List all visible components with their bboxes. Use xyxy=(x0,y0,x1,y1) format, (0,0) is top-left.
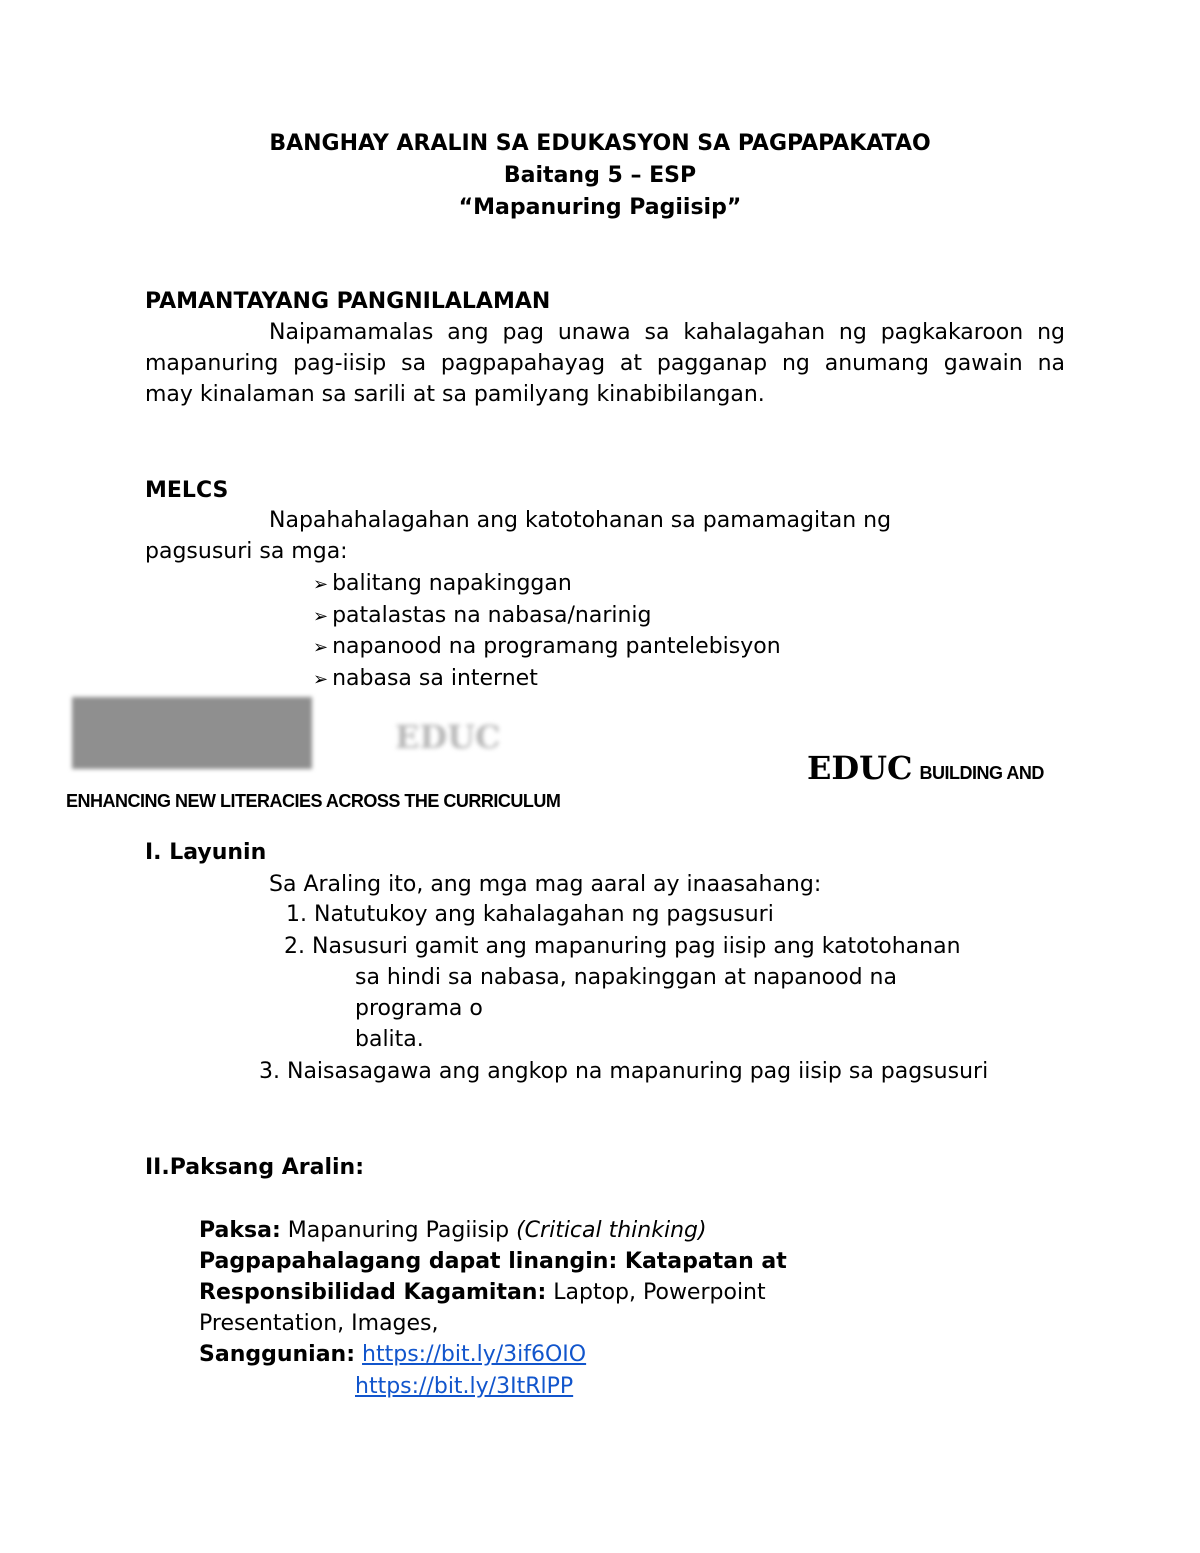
course-code-banner xyxy=(807,749,1044,787)
course-code: EDUC xyxy=(807,749,913,787)
values-line: Pagpapahalagang dapat linangin: Katapatan at xyxy=(199,1249,787,1274)
objective-item-2-cont: programa o xyxy=(355,996,483,1021)
melcs-bullet-item: ➢ balitang napakinggan xyxy=(313,571,572,596)
lesson-topic: “Mapanuring Pagiisip” xyxy=(458,195,742,220)
materials-label: Responsibilidad Kagamitan: xyxy=(199,1280,547,1305)
materials-value: Laptop, Powerpoint xyxy=(546,1280,766,1305)
objective-item-2-cont: balita. xyxy=(355,1027,424,1052)
course-title-part-2: ENHANCING NEW LITERACIES ACROSS THE CURRICULUM xyxy=(66,791,561,811)
melcs-heading: MELCS xyxy=(145,478,229,503)
materials-line xyxy=(199,1282,766,1304)
materials-line-cont: Presentation, Images, xyxy=(199,1311,439,1336)
melcs-line-1: Napahahalagahan ang katotohanan sa pamamagitan ng xyxy=(269,508,892,533)
blurred-course-code: EDUC xyxy=(395,718,501,756)
references-label: Sanggunian: xyxy=(199,1342,356,1367)
arrowhead-bullet-icon: ➢ xyxy=(313,637,329,658)
reference-link-1[interactable]: https://bit.ly/3if6OIO xyxy=(362,1342,587,1367)
objectives-heading: I. Layunin xyxy=(145,840,267,865)
arrowhead-bullet-icon: ➢ xyxy=(313,574,329,595)
reference-link-2[interactable]: https://bit.ly/3ItRlPP xyxy=(355,1374,574,1399)
subject-matter-heading: II.Paksang Aralin: xyxy=(145,1155,365,1180)
document-title: BANGHAY ARALIN SA EDUKASYON SA PAGPAPAKATAO xyxy=(269,131,931,156)
melcs-bullet-item: ➢ napanood na programang pantelebisyon xyxy=(313,634,781,659)
content-standard-heading: PAMANTAYANG PANGNILALAMAN xyxy=(145,289,551,314)
arrowhead-bullet-icon: ➢ xyxy=(313,669,329,690)
melcs-bullet-item: ➢ patalastas na nabasa/narinig xyxy=(313,603,652,628)
content-standard-line-2: mapanuring pag-iisip sa pagpapahayag at pagganap ng anumang gawain na xyxy=(145,351,1065,376)
topic-english: (Critical thinking) xyxy=(516,1218,707,1243)
arrowhead-bullet-icon: ➢ xyxy=(313,606,329,627)
topic-label: Paksa: xyxy=(199,1218,281,1243)
objective-item-1: 1. Natutukoy ang kahalagahan ng pagsusuri xyxy=(286,902,774,927)
melcs-bullet-item: ➢ nabasa sa internet xyxy=(313,666,538,691)
content-standard-line-1: Naipamamalas ang pag unawa sa kahalagahan ng pagkakaroon ng xyxy=(269,320,1065,345)
objectives-intro: Sa Araling ito, ang mga mag aaral ay inaasahang: xyxy=(269,872,822,897)
course-title-part-1: BUILDING AND xyxy=(919,763,1044,783)
content-standard-line-3: may kinalaman sa sarili at sa pamilyang kinabibilangan. xyxy=(145,382,765,407)
objective-item-2-cont: sa hindi sa nabasa, napakinggan at napanood na xyxy=(355,965,897,990)
references-line xyxy=(199,1344,586,1366)
blurred-logo-block xyxy=(72,697,312,769)
topic-line xyxy=(199,1220,707,1242)
objective-item-3: 3. Naisasagawa ang angkop na mapanuring pag iisip sa pagsusuri xyxy=(259,1059,989,1084)
topic-value: Mapanuring Pagiisip xyxy=(280,1218,517,1243)
objective-item-2: 2. Nasusuri gamit ang mapanuring pag iisip ang katotohanan xyxy=(284,934,961,959)
melcs-line-2: pagsusuri sa mga: xyxy=(145,539,348,564)
grade-level: Baitang 5 – ESP xyxy=(503,163,697,188)
